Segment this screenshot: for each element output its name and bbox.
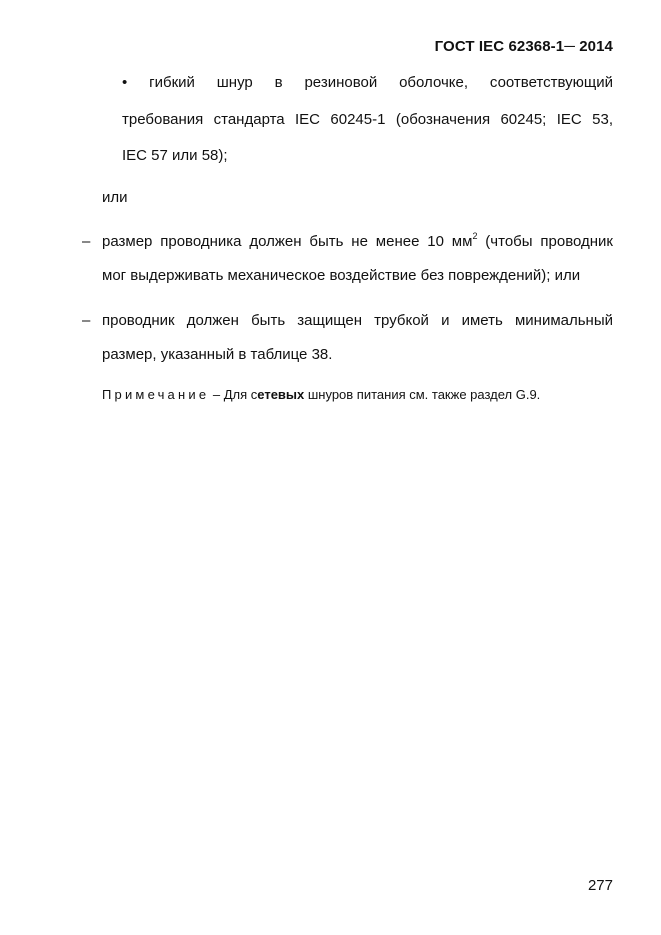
connector-word: или bbox=[102, 189, 128, 206]
bullet-mark: • bbox=[122, 74, 128, 91]
note-text-pre: Для с bbox=[223, 387, 258, 402]
list-dash-1: – bbox=[82, 233, 91, 250]
list-dash-2: – bbox=[82, 312, 91, 329]
bullet-item bbox=[122, 73, 613, 93]
list-item-1-line-2: мог выдерживать механическое воздействие без повреждений); или bbox=[102, 267, 581, 284]
list-item-2-line-2: размер, указанный в таблице 38. bbox=[102, 346, 333, 363]
list-item-1-text-b: (чтобы проводник bbox=[477, 233, 613, 250]
note-dash: – bbox=[209, 387, 224, 402]
note-label: Примечание bbox=[102, 387, 210, 402]
document-header: ГОСТ IEC 62368-1─ 2014 bbox=[434, 38, 613, 55]
superscript: 2 bbox=[472, 231, 478, 241]
list-item-1-text-a: размер проводника должен быть не менее 10 мм bbox=[102, 233, 473, 250]
bullet-line-1-text: гибкий шнур в резиновой оболочке, соответствующий bbox=[149, 74, 613, 91]
list-item-2-line-1: проводник должен быть защищен трубкой и иметь минимальный bbox=[102, 312, 613, 329]
bullet-line-1 bbox=[122, 73, 613, 93]
note-text-bold: етевых bbox=[257, 387, 305, 402]
note-text-post: шнуров питания см. также раздел G.9. bbox=[304, 387, 541, 402]
bullet-line-2: требования стандарта IEC 60245-1 (обозначения 60245; IEC 53, bbox=[122, 111, 613, 128]
bullet-line-3: IEC 57 или 58); bbox=[122, 147, 228, 164]
note bbox=[102, 386, 540, 404]
page-number: 277 bbox=[587, 877, 613, 894]
list-item-1-line-1 bbox=[102, 232, 613, 252]
